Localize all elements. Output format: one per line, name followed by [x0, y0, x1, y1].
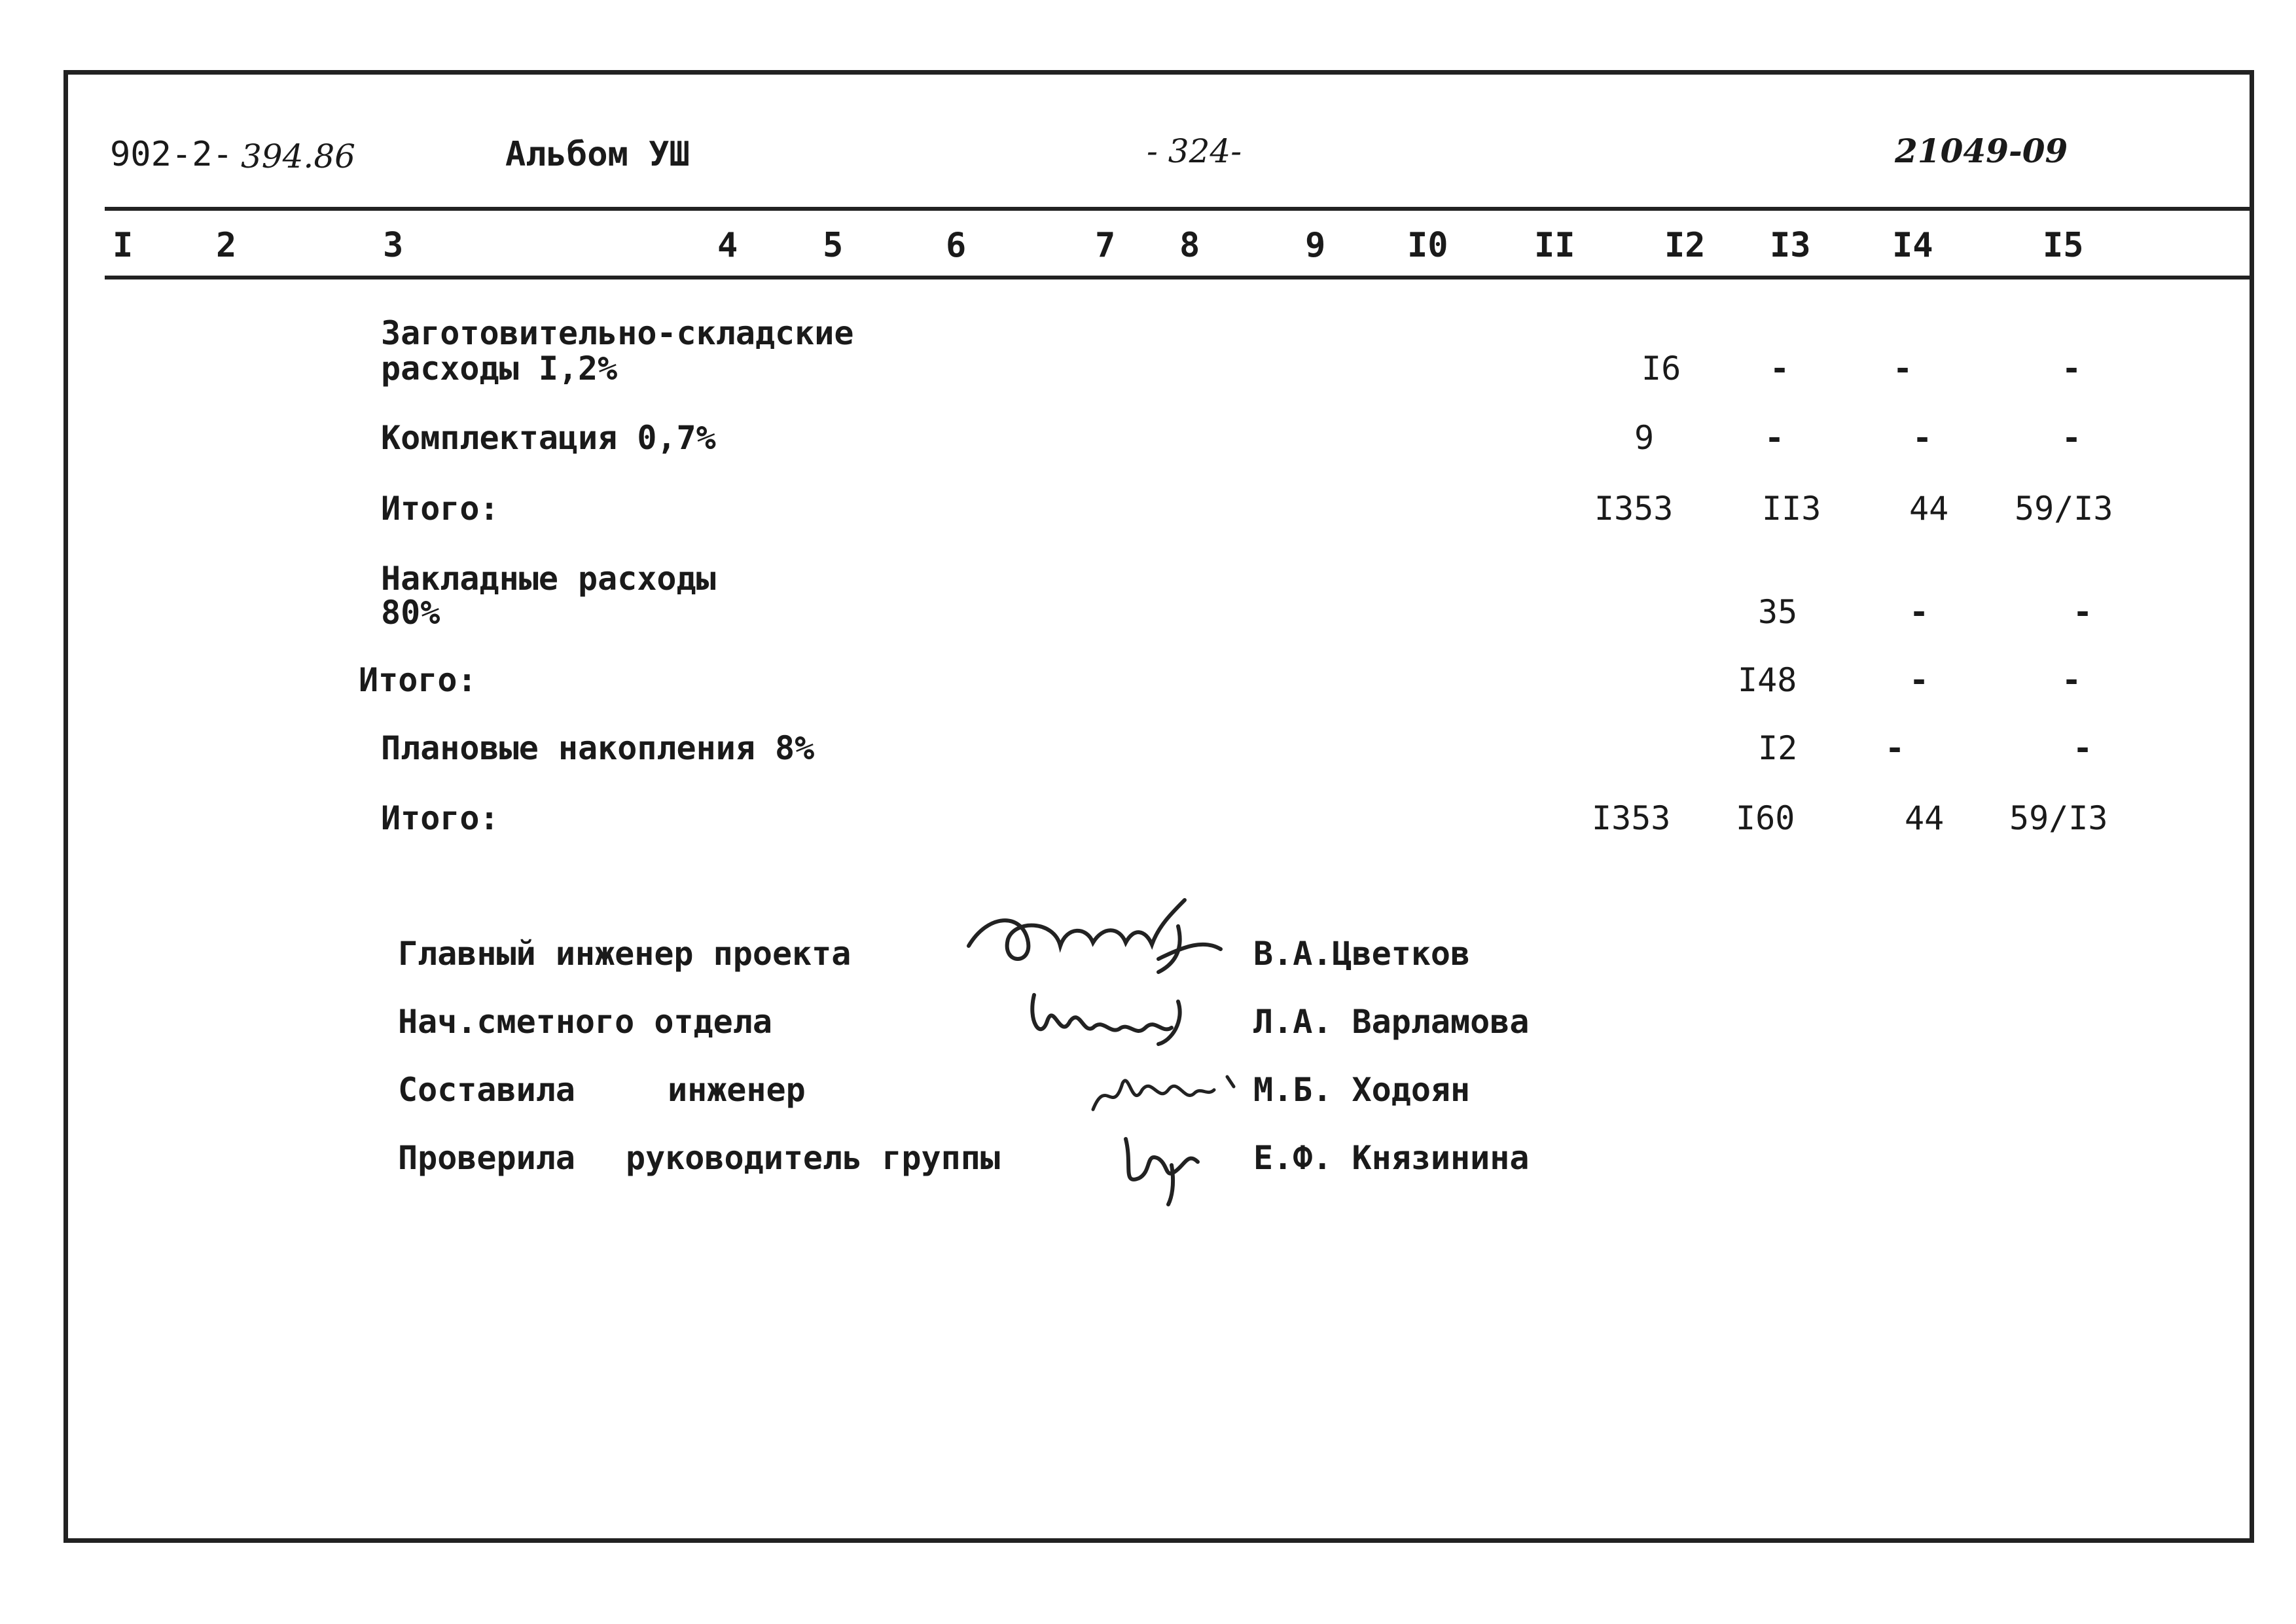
- cell-col15: -: [2062, 661, 2082, 699]
- cell-col14: -: [1909, 661, 1929, 699]
- signature-chief-engineer: [962, 887, 1237, 988]
- row-label-line1: Заготовительно-складские: [381, 314, 854, 352]
- signatory-name: В.А.Цветков: [1253, 935, 1471, 973]
- column-header-12: I2: [1664, 226, 1706, 265]
- row-label-line1: Накладные расходы: [381, 560, 716, 598]
- cell-col12: 9: [1634, 419, 1655, 457]
- signatory-role: Составила: [398, 1071, 575, 1109]
- row-label-line2: 80%: [381, 594, 440, 632]
- column-header-7: 7: [1095, 226, 1116, 265]
- cell-col13: I48: [1738, 661, 1797, 699]
- doc-code-prefix: 902-2-: [110, 135, 233, 174]
- row-label: Комплектация 0,7%: [381, 419, 716, 457]
- row-label: Итого:: [381, 490, 499, 528]
- cell-col13: 35: [1758, 593, 1798, 631]
- column-header-9: 9: [1305, 226, 1326, 265]
- cell-col14: -: [1893, 350, 1913, 388]
- row-label: Итого:: [381, 799, 499, 837]
- cell-col14: -: [1909, 593, 1929, 631]
- signature-checker: [1113, 1126, 1217, 1214]
- signatory-role: Главный инженер проекта: [398, 935, 852, 973]
- cell-col15: -: [2062, 350, 2082, 388]
- cell-col13: I60: [1736, 799, 1795, 837]
- column-header-10: I0: [1407, 226, 1448, 265]
- column-header-13: I3: [1770, 226, 1811, 265]
- doc-code-handwritten: 394.86: [241, 137, 355, 175]
- column-header-1: I: [113, 226, 134, 265]
- cell-col15: 59/I3: [2009, 799, 2108, 837]
- cell-col15: -: [2073, 593, 2093, 631]
- cell-col13: -: [1770, 350, 1790, 388]
- document-number: 21049-09: [1895, 132, 2068, 170]
- cell-col12: I353: [1594, 490, 1674, 528]
- cell-col14: -: [1912, 419, 1933, 457]
- signatory-name: Е.Ф. Князинина: [1253, 1139, 1530, 1177]
- signature-estimate-head: [1021, 982, 1204, 1063]
- cell-col13: I2: [1758, 729, 1798, 767]
- signature-compiler: [1086, 1064, 1244, 1125]
- column-header-11: II: [1534, 226, 1575, 265]
- column-header-14: I4: [1892, 226, 1933, 265]
- column-header-2: 2: [216, 226, 237, 265]
- cell-col14: 44: [1905, 799, 1945, 837]
- signatory-role-position: инженер: [668, 1071, 806, 1109]
- signatory-role: Проверила: [398, 1139, 575, 1177]
- page-number: - 324-: [1147, 132, 1242, 170]
- cell-col14: 44: [1909, 490, 1949, 528]
- row-label: Итого:: [359, 661, 477, 699]
- cell-col13: II3: [1762, 490, 1821, 528]
- cell-col15: -: [2073, 729, 2093, 767]
- cell-col13: -: [1765, 419, 1785, 457]
- cell-col15: 59/I3: [2015, 490, 2113, 528]
- cell-col14: -: [1885, 729, 1905, 767]
- signatory-name: М.Б. Ходоян: [1253, 1071, 1471, 1109]
- album-label: Альбом УШ: [505, 135, 690, 174]
- cell-col15: -: [2062, 419, 2082, 457]
- column-header-divider: [105, 276, 2251, 280]
- column-header-3: 3: [383, 226, 404, 265]
- cell-col12: I6: [1641, 350, 1681, 388]
- signatory-name: Л.А. Варламова: [1253, 1003, 1530, 1041]
- header-divider: [105, 207, 2251, 211]
- column-header-6: 6: [946, 226, 967, 265]
- cell-col12: I353: [1592, 799, 1671, 837]
- column-header-4: 4: [717, 226, 738, 265]
- signatory-role: Нач.сметного отдела: [398, 1003, 772, 1041]
- row-label-line2: расходы I,2%: [381, 350, 618, 388]
- column-header-8: 8: [1179, 226, 1200, 265]
- row-label: Плановые накопления 8%: [381, 729, 815, 767]
- signatory-role-position: руководитель группы: [626, 1139, 1000, 1177]
- column-header-5: 5: [823, 226, 844, 265]
- column-header-15: I5: [2043, 226, 2084, 265]
